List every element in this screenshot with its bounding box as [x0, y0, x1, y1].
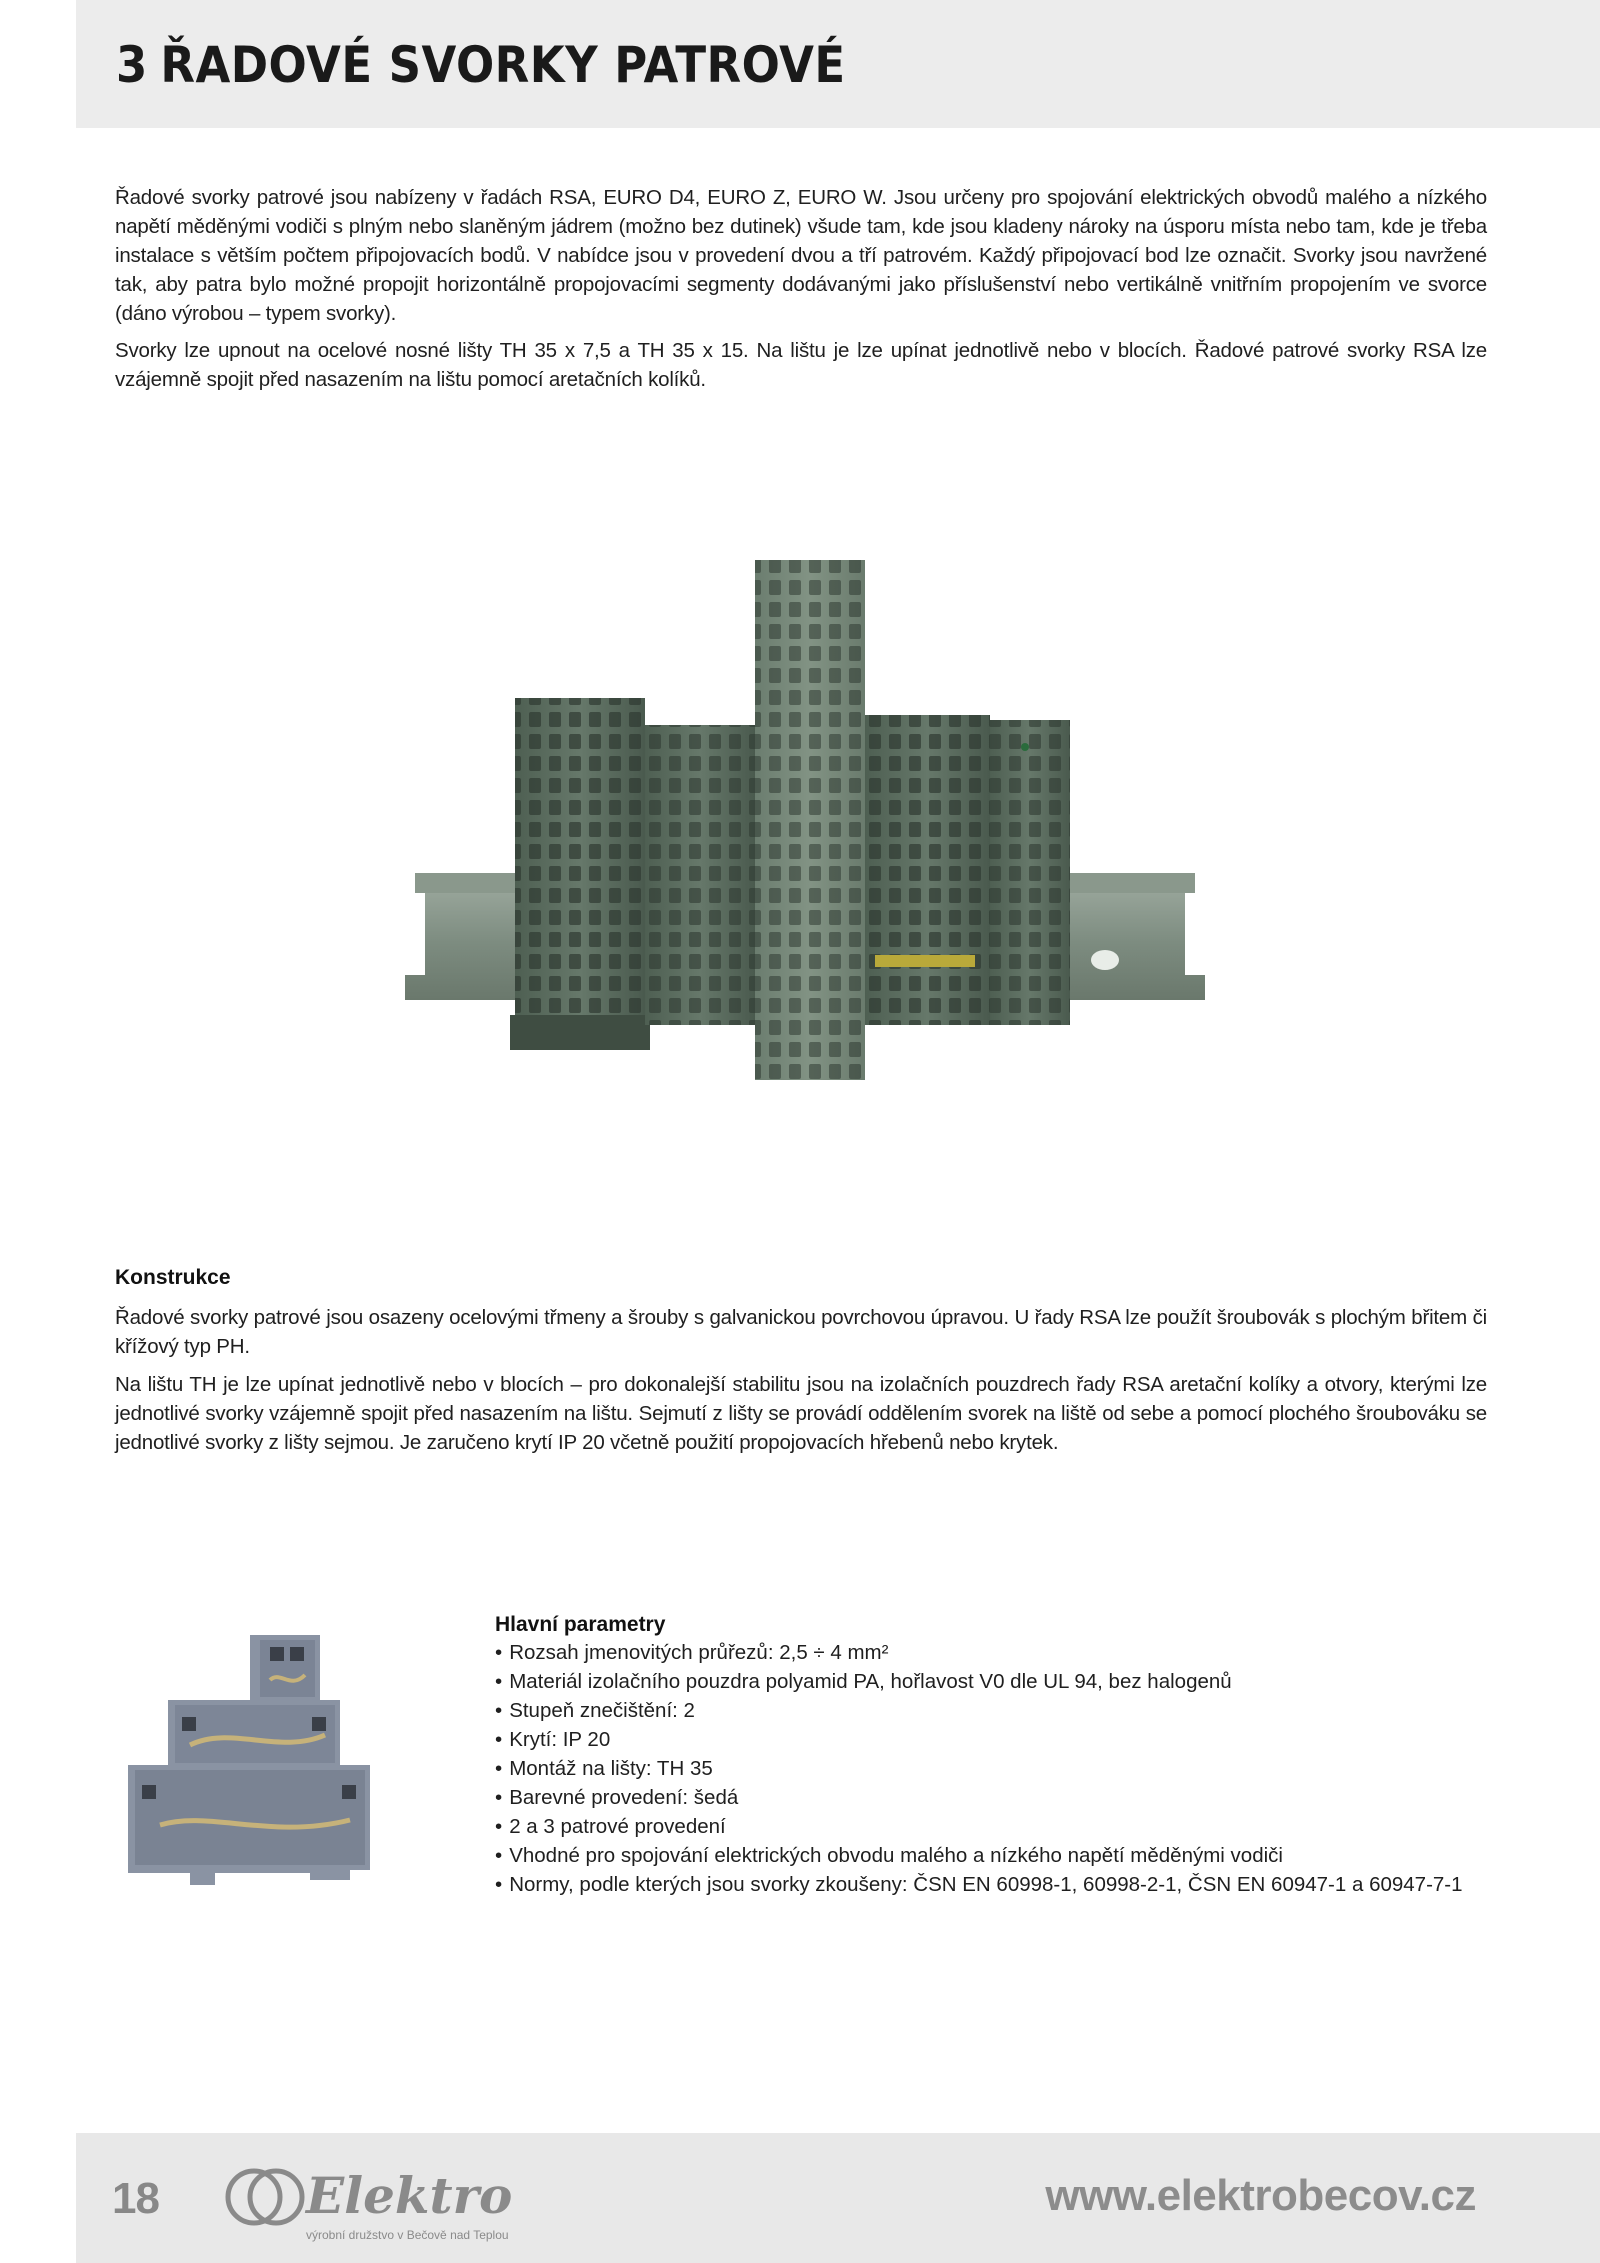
svg-text:výrobní družstvo v Bečově nad: výrobní družstvo v Bečově nad Teplou [306, 2228, 509, 2242]
construction-heading: Konstrukce [115, 1266, 231, 1289]
list-item: • Normy, podle kterých jsou svorky zkoušeny: ČSN EN 60998-1, 60998-2-1, ČSN EN 60947-1 a 60947-7-1 [495, 1873, 1463, 1896]
chapter-number: 3 [116, 36, 148, 94]
parameters-list [495, 1638, 1515, 1899]
list-item: • Stupeň znečištění: 2 [495, 1699, 695, 1722]
list-item: • Barevné provedení: šedá [495, 1786, 739, 1809]
list-item: • Rozsah jmenovitých průřezů: 2,5 ÷ 4 mm² [495, 1641, 889, 1664]
footer-band [76, 2133, 1600, 2263]
intro-paragraph-1: Řadové svorky patrové jsou nabízeny v řadách RSA, EURO D4, EURO Z, EURO W. Jsou určeny pro spojování elektrických obvodů malého a nízkého napětí měděnými vodiči s plným nebo slaněným jádrem (možno bez dutinek) všude tam, kde jsou kladeny nároky na úsporu místa nebo tam, kde je třeba instalace s větším počtem připojovacích bodů. V nabídce jsou v provedení dvou a tří patrovém. Každý připojovací bod lze označit. Svorky jsou navržené tak, aby patra bylo možné propojit horizontálně propojovacími segmenty dodávanými jako příslušenství nebo vertikálně vnitřním propojením ve svorce (dáno výrobou – typem svorky). [115, 186, 1487, 325]
svg-text:Elektro: Elektro [306, 2166, 513, 2225]
chapter-title: ŘADOVÉ SVORKY PATROVÉ [160, 36, 846, 94]
page-number: 18 [112, 2174, 159, 2223]
list-item: • 2 a 3 patrové provedení [495, 1815, 726, 1838]
intro-paragraph-2: Svorky lze upnout na ocelové nosné lišty TH 35 x 7,5 a TH 35 x 15. Na lištu je lze upínat jednotlivě nebo v blocích. Řadové patrové svorky RSA lze vzájemně spojit před nasazením na lištu pomocí aretačních kolíků. [115, 339, 1487, 391]
terminal-blocks-on-din-rail-photo [405, 555, 1205, 1085]
list-item: • Vhodné pro spojování elektrických obvodu malého a nízkého napětí měděnými vodiči [495, 1844, 1283, 1867]
list-item: • Materiál izolačního pouzdra polyamid PA, hořlavost V0 dle UL 94, bez halogenů [495, 1670, 1232, 1693]
list-item: • Krytí: IP 20 [495, 1728, 611, 1751]
main-parameters [495, 1613, 1515, 1899]
list-item: • Montáž na lišty: TH 35 [495, 1757, 713, 1780]
page-title [116, 36, 846, 94]
header-band [76, 0, 1600, 128]
website-url[interactable]: www.elektrobecov.cz [1045, 2171, 1476, 2220]
construction-paragraph-2: Na lištu TH je lze upínat jednotlivě nebo v blocích – pro dokonalejší stabilitu jsou na izolačních pouzdrech řady RSA aretační kolíky a otvory, kterými lze jednotlivé svorky vzájemně spojit před nasazením na lištu. Sejmutí z lišty se provádí oddělením svorek na liště od sebe a pomocí plochého šroubováku se jednotlivé svorky z lišty sejmou. Je zaručeno krytí IP 20 včetně použití propojovacích hřebenů nebo krytek. [115, 1373, 1487, 1454]
parameters-heading: Hlavní parametry [495, 1613, 666, 1636]
elektro-logo [224, 2155, 544, 2245]
grey-terminal-block-photo [120, 1625, 390, 1895]
construction-paragraph-1: Řadové svorky patrové jsou osazeny ocelovými třmeny a šrouby s galvanickou povrchovou úpravou. U řady RSA lze použít šroubovák s plochým břitem či křížový typ PH. [115, 1306, 1487, 1358]
